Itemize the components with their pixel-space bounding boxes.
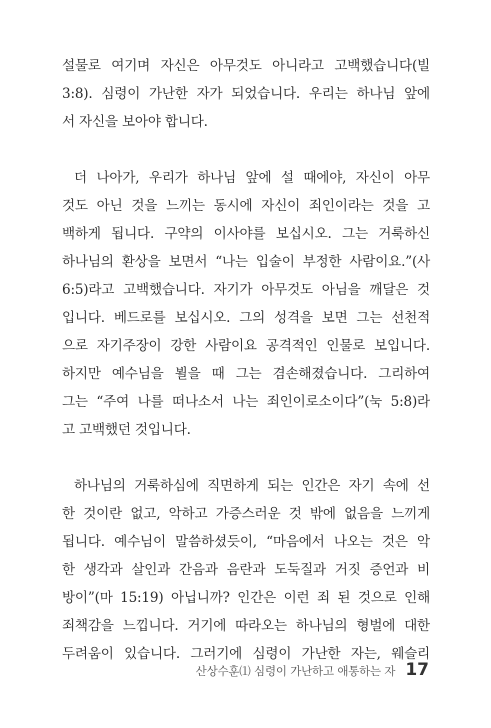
text-line: 그는 “주여 나를 떠나소서 나는 죄인이로소이다”(눅 5:8)라 [62, 394, 430, 410]
text-line: 백하게 됩니다. 구약의 이사야를 보십시오. 그는 거룩하신 [62, 226, 430, 242]
text-line: 6:5)라고 고백했습니다. 자기가 아무것도 아님을 깨달은 것 [62, 282, 430, 298]
paragraph-2 [62, 164, 430, 444]
text-line: 한 것이란 없고, 악하고 가증스러운 것 밖에 없음을 느끼게 [62, 506, 430, 522]
text-line: 입니다. 베드로를 보십시오. 그의 성격을 보면 그는 선천적 [62, 310, 430, 326]
text-line: 두려움이 있습니다. 그러기에 심령이 가난한 자는, 웨슬리 [62, 646, 430, 662]
text-line: 고 고백했던 것입니다. [62, 422, 191, 438]
page-footer [196, 660, 429, 680]
text-line: 설물로 여기며 자신은 아무것도 아니라고 고백했습니다(빌 [62, 58, 430, 74]
text-line: 됩니다. 예수님이 말씀하셨듯이, “마음에서 나오는 것은 악 [62, 534, 430, 550]
text-line: 방이”(마 15:19) 아닙니까? 인간은 이런 죄 된 것으로 인해 [62, 590, 430, 606]
text-line: 죄책감을 느낍니다. 거기에 따라오는 하나님의 형벌에 대한 [62, 618, 430, 634]
text-line: 더 나아가, 우리가 하나님 앞에 설 때에야, 자신이 아무 [74, 170, 430, 186]
text-line: 것도 아닌 것을 느끼는 동시에 자신이 죄인이라는 것을 고 [62, 198, 430, 214]
text-line: 으로 자기주장이 강한 사람이요 공격적인 인물로 보입니다. [62, 338, 430, 354]
text-line: 하나님의 환상을 보면서 “나는 입술이 부정한 사람이요.”(사 [62, 254, 430, 270]
text-line: 하지만 예수님을 뵐을 때 그는 겸손해졌습니다. 그리하여 [62, 366, 430, 382]
text-line: 서 자신을 보아야 합니다. [62, 114, 208, 130]
paragraph-3 [62, 472, 430, 668]
paragraph-1 [62, 52, 430, 136]
text-line: 3:8). 심령이 가난한 자가 되었습니다. 우리는 하나님 앞에 [62, 86, 430, 102]
running-head: 산상수훈⑴ 심령이 가난하고 애통하는 자 [195, 664, 396, 678]
text-line: 한 생각과 살인과 간음과 음란과 도둑질과 거짓 증언과 비 [62, 562, 430, 578]
text-line: 하나님의 거룩하심에 직면하게 되는 인간은 자기 속에 선 [74, 478, 430, 494]
page-number: 17 [405, 660, 429, 680]
